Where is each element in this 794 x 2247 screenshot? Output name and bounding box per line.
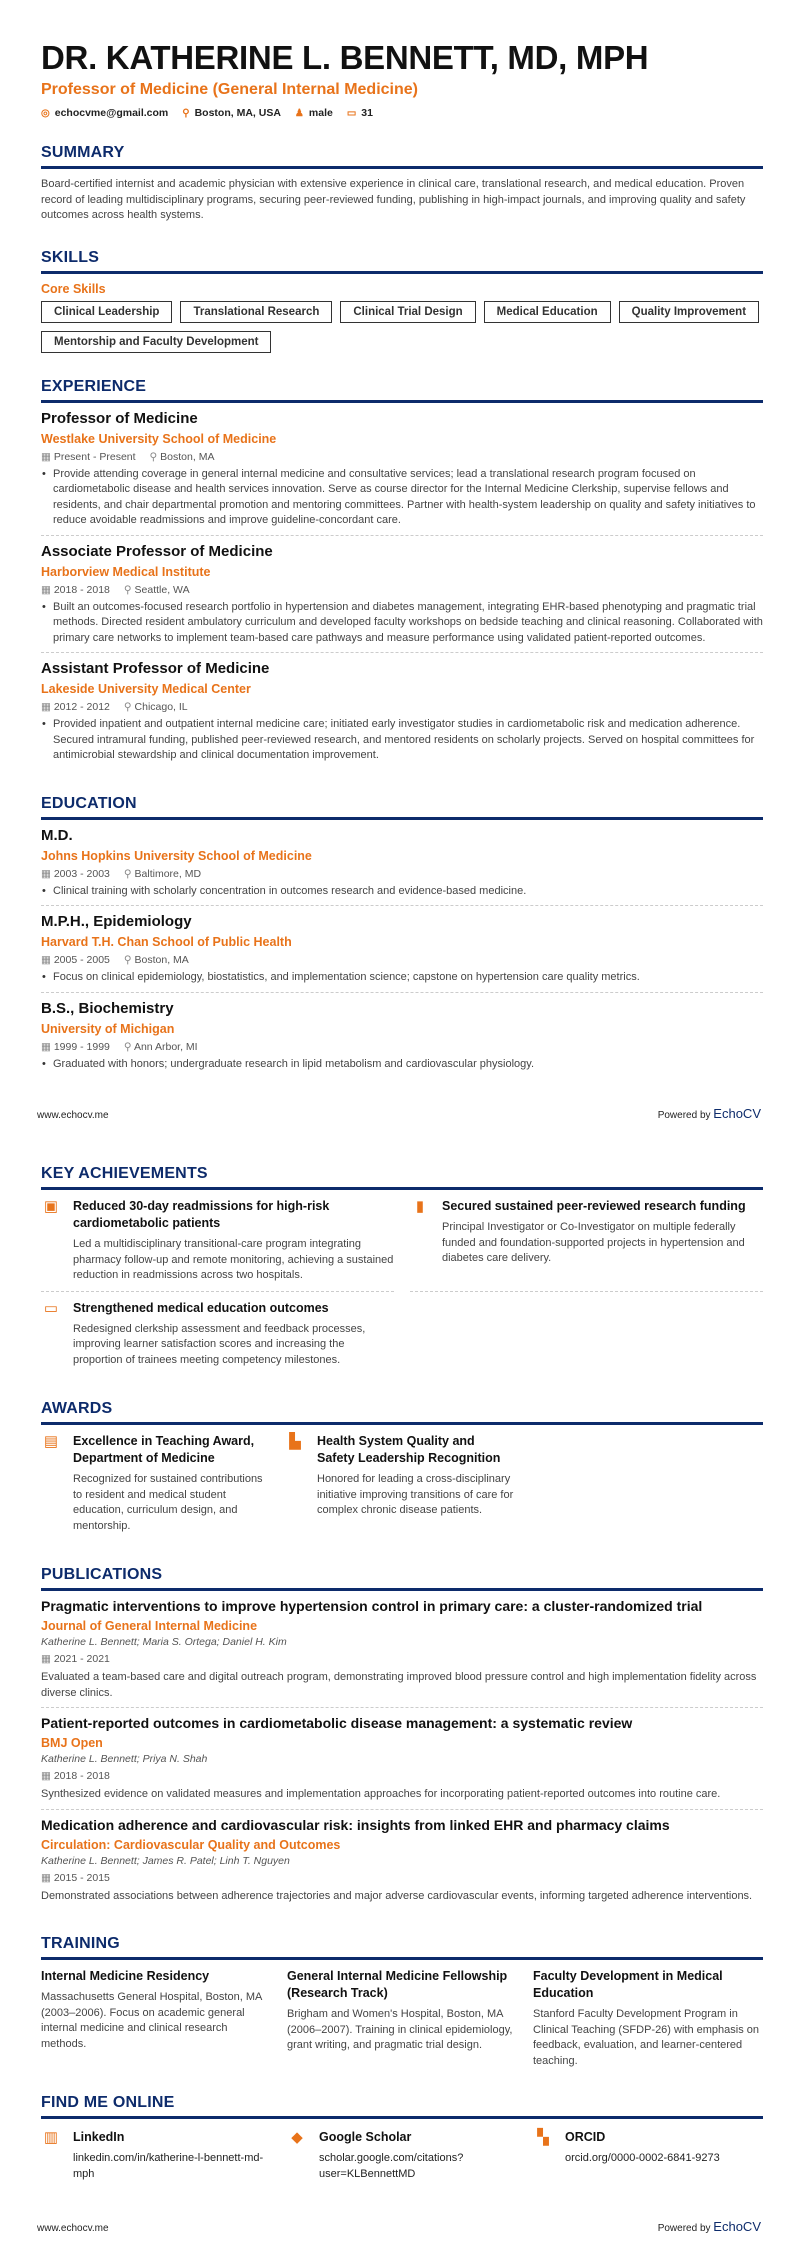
- achievement-desc: Principal Investigator or Co-Investigator on multiple federally funded and foundation-supported projects in hypertension and diabetes care delivery.: [442, 1221, 745, 1264]
- item-meta: [41, 1769, 763, 1783]
- training-section: [41, 1934, 763, 2069]
- dates: Present - Present: [53, 450, 136, 463]
- skill-tag: Clinical Trial Design: [340, 301, 475, 323]
- achievement-desc: Led a multidisciplinary transitional-care program integrating pharmacy follow-up and remote monitoring, achieving a sustained reduction in readmissions across two hospitals.: [73, 1238, 394, 1281]
- achievement-item: [41, 1292, 394, 1376]
- degree: M.D.: [41, 826, 73, 844]
- dates: 1999 - 1999: [53, 1040, 110, 1053]
- experience-item: [41, 653, 763, 770]
- section-title: EXPERIENCE: [41, 377, 763, 403]
- achievement-desc: Redesigned clerkship assessment and feedback processes, improving learner satisfaction scores and increasing the proportion of trainees meeting competency milestones.: [73, 1322, 366, 1366]
- location-pin-icon: ⚲: [123, 701, 132, 713]
- award-title: Excellence in Teaching Award, Department of Medicine: [73, 1434, 255, 1465]
- location-pin-icon: ⚲: [123, 1040, 132, 1053]
- calendar-icon: ▦: [41, 867, 51, 880]
- candidate-name: DR. KATHERINE L. BENNETT, MD, MPH: [41, 39, 649, 76]
- page-footer: [37, 1106, 761, 1124]
- location: Boston, MA, USA: [194, 107, 281, 119]
- footer-site[interactable]: www.echocv.me: [37, 2223, 109, 2234]
- section-title: TRAINING: [41, 1934, 763, 1960]
- rectangle-icon: ▭: [43, 1299, 59, 1317]
- brand: EchoCV: [713, 1106, 761, 1121]
- authors: Katherine L. Bennett; James R. Patel; Linh T. Nguyen: [41, 1854, 290, 1867]
- powered-by-text: Powered by: [657, 1110, 711, 1121]
- calendar-icon: ▭: [346, 107, 357, 119]
- profile-name: LinkedIn: [73, 2130, 125, 2144]
- training-desc: Massachusetts General Hospital, Boston, MA (2003–2006). Focus on academic general internal medicine and clinical research methods.: [41, 1991, 262, 2050]
- person-icon: ♟: [294, 107, 304, 119]
- item-meta: [41, 953, 763, 967]
- calendar-icon: ▦: [41, 450, 51, 463]
- section-title: AWARDS: [41, 1399, 763, 1425]
- item-meta: [41, 450, 763, 464]
- page-footer: [37, 2219, 761, 2237]
- dates: 2005 - 2005: [53, 954, 110, 966]
- degree: B.S., Biochemistry: [41, 999, 174, 1017]
- skill-tag: Mentorship and Faculty Development: [41, 331, 271, 353]
- authors: Katherine L. Bennett; Maria S. Ortega; Daniel H. Kim: [41, 1636, 287, 1648]
- training-title: General Internal Medicine Fellowship (Research Track): [287, 1969, 508, 2000]
- education-item: [41, 993, 763, 1079]
- location-pin-icon: ⚲: [123, 867, 132, 880]
- skill-tag: Quality Improvement: [619, 301, 759, 323]
- summary-text: Board-certified internist and academic physician with extensive experience in clinical care, translational research, and medical education. Proven record of leading multidisciplinary programs, securing peer-reviewed funding, publishing in high-impact journals, and improving quality and safety outcomes across health systems.: [41, 178, 746, 221]
- graduation-cap-icon: ◆: [291, 2129, 303, 2146]
- at-icon: ◎: [41, 107, 50, 119]
- school: Johns Hopkins University School of Medicine: [41, 848, 312, 863]
- training-item: [287, 1968, 517, 2069]
- building-icon: ▥: [43, 2129, 59, 2146]
- skill-group-title: Core Skills: [41, 281, 106, 296]
- dates: 2018 - 2018: [53, 583, 110, 596]
- training-item: [41, 1968, 271, 2069]
- award-title: Health System Quality and Safety Leadership Recognition: [317, 1434, 501, 1465]
- profile-url[interactable]: scholar.google.com/citations?user=KLBennettMD: [319, 2152, 464, 2180]
- skill-tags: [41, 301, 763, 353]
- skill-tag: Clinical Leadership: [41, 301, 172, 323]
- calendar-icon: ▦: [41, 954, 51, 966]
- degree: M.P.H., Epidemiology: [41, 913, 192, 930]
- experience-item: [41, 536, 763, 654]
- education-item: [41, 820, 763, 907]
- resume-page-2: [41, 1164, 763, 2189]
- section-title: SKILLS: [41, 248, 763, 274]
- calendar-icon: ▦: [41, 1871, 51, 1884]
- description: • Provided inpatient and outpatient internal medicine care; initiated early investigator studies in cardiometabolic risk and medication adherence. Secured intramural funding, published peer-reviewed research, and mentored residents on scholarly projects. Served on hospital committees for antimicrobial stewardship and clinical documentation improvement.: [41, 717, 763, 764]
- skills-section: [41, 248, 763, 353]
- section-title: KEY ACHIEVEMENTS: [41, 1164, 763, 1190]
- authors: Katherine L. Bennett; Priya N. Shah: [41, 1753, 208, 1765]
- job-title: Associate Professor of Medicine: [41, 542, 273, 560]
- award-item: [285, 1433, 515, 1541]
- profile-link-item: [533, 2121, 763, 2189]
- profile-name: Google Scholar: [319, 2130, 412, 2144]
- calendar-icon: ▦: [41, 1770, 51, 1782]
- footer-site[interactable]: www.echocv.me: [37, 1110, 109, 1121]
- organization: Westlake University School of Medicine: [41, 431, 277, 446]
- experience-section: [41, 377, 763, 770]
- resume-page-1: [41, 38, 763, 1078]
- location: Boston, MA: [160, 450, 215, 463]
- location-pin-icon: ⚲: [182, 107, 190, 119]
- item-meta: [41, 867, 763, 881]
- publications-section: [41, 1565, 763, 1910]
- achievement-item: [410, 1190, 763, 1292]
- description: • Focus on clinical epidemiology, biostatistics, and implementation science; capstone on hypertension care quality metrics.: [41, 970, 763, 986]
- file-icon: ▚: [537, 2129, 549, 2146]
- brand: EchoCV: [713, 2219, 761, 2234]
- publication-item: [41, 1591, 763, 1708]
- description: Evaluated a team-based care and digital outreach program, demonstrating improved blood pressure control and high implementation fidelity across diverse clinics.: [41, 1671, 757, 1699]
- email[interactable]: echocvme@gmail.com: [54, 107, 169, 119]
- profile-url[interactable]: orcid.org/0000-0002-6841-9273: [565, 2152, 720, 2164]
- location: Chicago, IL: [134, 701, 188, 713]
- job-title: Assistant Professor of Medicine: [41, 660, 270, 677]
- dates: 2021 - 2021: [53, 1653, 110, 1665]
- training-title: Internal Medicine Residency: [41, 1969, 210, 1983]
- description: Synthesized evidence on validated measures and implementation approaches for incorporating patient-reported outcomes into routine care.: [41, 1788, 721, 1800]
- calendar-icon: ▦: [41, 583, 51, 596]
- age: 31: [361, 107, 373, 119]
- training-item: [533, 1968, 763, 2069]
- job-title: Professor of Medicine: [41, 409, 198, 427]
- bar-chart-icon: ▮: [415, 1198, 425, 1215]
- powered-by-text: Powered by: [657, 2223, 711, 2234]
- experience-item: [41, 403, 763, 536]
- training-desc: Stanford Faculty Development Program in Clinical Teaching (SFDP-26) with emphasis on feedback, evaluation, and learner-centered teaching.: [533, 2008, 760, 2067]
- location-pin-icon: ⚲: [149, 450, 158, 463]
- location: Baltimore, MD: [134, 867, 202, 880]
- location: Boston, MA: [134, 954, 189, 966]
- publication-title: Patient-reported outcomes in cardiometabolic disease management: a systematic review: [41, 1715, 633, 1731]
- publication-item: [41, 1810, 763, 1911]
- organization: Harborview Medical Institute: [41, 564, 211, 579]
- document-icon: ▙: [289, 1433, 301, 1450]
- achievement-title: Secured sustained peer-reviewed research funding: [442, 1199, 746, 1213]
- profile-name: ORCID: [565, 2130, 606, 2144]
- skill-tag: Medical Education: [484, 301, 611, 323]
- journal: Journal of General Internal Medicine: [41, 1619, 258, 1633]
- section-title: FIND ME ONLINE: [41, 2093, 763, 2119]
- organization: Lakeside University Medical Center: [41, 682, 251, 696]
- dates: 2003 - 2003: [53, 867, 110, 880]
- education-item: [41, 906, 763, 993]
- dates: 2018 - 2018: [53, 1770, 110, 1782]
- publication-title: Pragmatic interventions to improve hypertension control in primary care: a cluster-randomized trial: [41, 1598, 703, 1614]
- footer-powered: [658, 2219, 761, 2237]
- training-desc: Brigham and Women's Hospital, Boston, MA (2006–2007). Training in clinical epidemiology, grant writing, and pragmatic trial design.: [287, 2008, 513, 2051]
- description: Demonstrated associations between adherence trajectories and major adverse cardiovascular events, informing targeted adherence interventions.: [41, 1889, 753, 1902]
- dates: 2015 - 2015: [53, 1871, 110, 1884]
- clipboard-check-icon: ▣: [43, 1198, 59, 1215]
- achievement-title: Reduced 30-day readmissions for high-risk cardiometabolic patients: [73, 1199, 330, 1230]
- description: • Provide attending coverage in general internal medicine and consultative services; lead a translational research program focused on cardiometabolic disease and health services innovation. Serve as course director for the Internal Medicine Clerkship, supervise fellows and residents, and chair departmental promotion and mentoring committees. Partner with health-system leadership on quality and safety initiatives to reduce avoidable readmissions and improve guideline-concordant care.: [41, 467, 763, 529]
- calendar-icon: ▦: [41, 1653, 51, 1665]
- section-title: SUMMARY: [41, 143, 763, 169]
- location: Ann Arbor, MI: [133, 1040, 198, 1053]
- achievement-title: Strengthened medical education outcomes: [73, 1300, 329, 1315]
- item-meta: [41, 583, 763, 597]
- location-pin-icon: ⚲: [123, 583, 132, 596]
- profile-link-item: [287, 2121, 517, 2189]
- calendar-icon: ▦: [41, 701, 51, 713]
- award-item: [41, 1433, 271, 1541]
- section-title: EDUCATION: [41, 794, 763, 820]
- training-title: Faculty Development in Medical Education: [533, 1969, 723, 2000]
- description: • Built an outcomes-focused research portfolio in hypertension and diabetes management, integrating EHR-based phenotyping and pragmatic trial methods. Directed resident ambulatory curriculum and developed faculty workshops on bedside teaching and clinical reasoning. Collaborated with primary care networks to implement team-based care pathways and measure performance using validated patient-reported outcomes.: [41, 600, 763, 647]
- publication-title: Medication adherence and cardiovascular risk: insights from linked EHR and pharmacy claims: [41, 1816, 670, 1833]
- dates: 2012 - 2012: [53, 701, 110, 713]
- description: • Clinical training with scholarly concentration in outcomes research and evidence-based medicine.: [41, 884, 763, 900]
- school: University of Michigan: [41, 1021, 175, 1036]
- calendar-icon: ▦: [41, 1040, 51, 1053]
- summary-section: [41, 143, 763, 224]
- section-title: PUBLICATIONS: [41, 1565, 763, 1591]
- profile-url[interactable]: linkedin.com/in/katherine-l-bennett-md-mph: [73, 2152, 264, 2180]
- achievements-section: [41, 1164, 763, 1375]
- school: Harvard T.H. Chan School of Public Health: [41, 935, 292, 949]
- publication-item: [41, 1708, 763, 1810]
- contact-info: [41, 107, 763, 119]
- headline: Professor of Medicine (General Internal Medicine): [41, 81, 418, 98]
- journal: BMJ Open: [41, 1736, 103, 1750]
- location-pin-icon: ⚲: [123, 954, 132, 966]
- achievement-item: [41, 1190, 394, 1292]
- awards-section: [41, 1399, 763, 1541]
- skill-tag: Translational Research: [180, 301, 332, 323]
- location: Seattle, WA: [134, 583, 190, 596]
- journal: Circulation: Cardiovascular Quality and Outcomes: [41, 1837, 341, 1852]
- archive-icon: ▤: [43, 1433, 59, 1450]
- profile-link-item: [41, 2121, 271, 2189]
- item-meta: [41, 1871, 763, 1885]
- award-desc: Honored for leading a cross-disciplinary initiative improving transitions of care for complex chronic disease patients.: [317, 1473, 514, 1516]
- footer-powered: [658, 1106, 761, 1124]
- online-section: [41, 2093, 763, 2189]
- award-desc: Recognized for sustained contributions to resident and medical student education, curriculum design, and mentorship.: [73, 1473, 263, 1532]
- education-section: [41, 794, 763, 1079]
- gender: male: [308, 107, 333, 119]
- item-meta: [41, 1652, 763, 1666]
- item-meta: [41, 1040, 763, 1054]
- description: • Graduated with honors; undergraduate research in lipid metabolism and cardiovascular physiology.: [41, 1057, 763, 1073]
- item-meta: [41, 700, 763, 714]
